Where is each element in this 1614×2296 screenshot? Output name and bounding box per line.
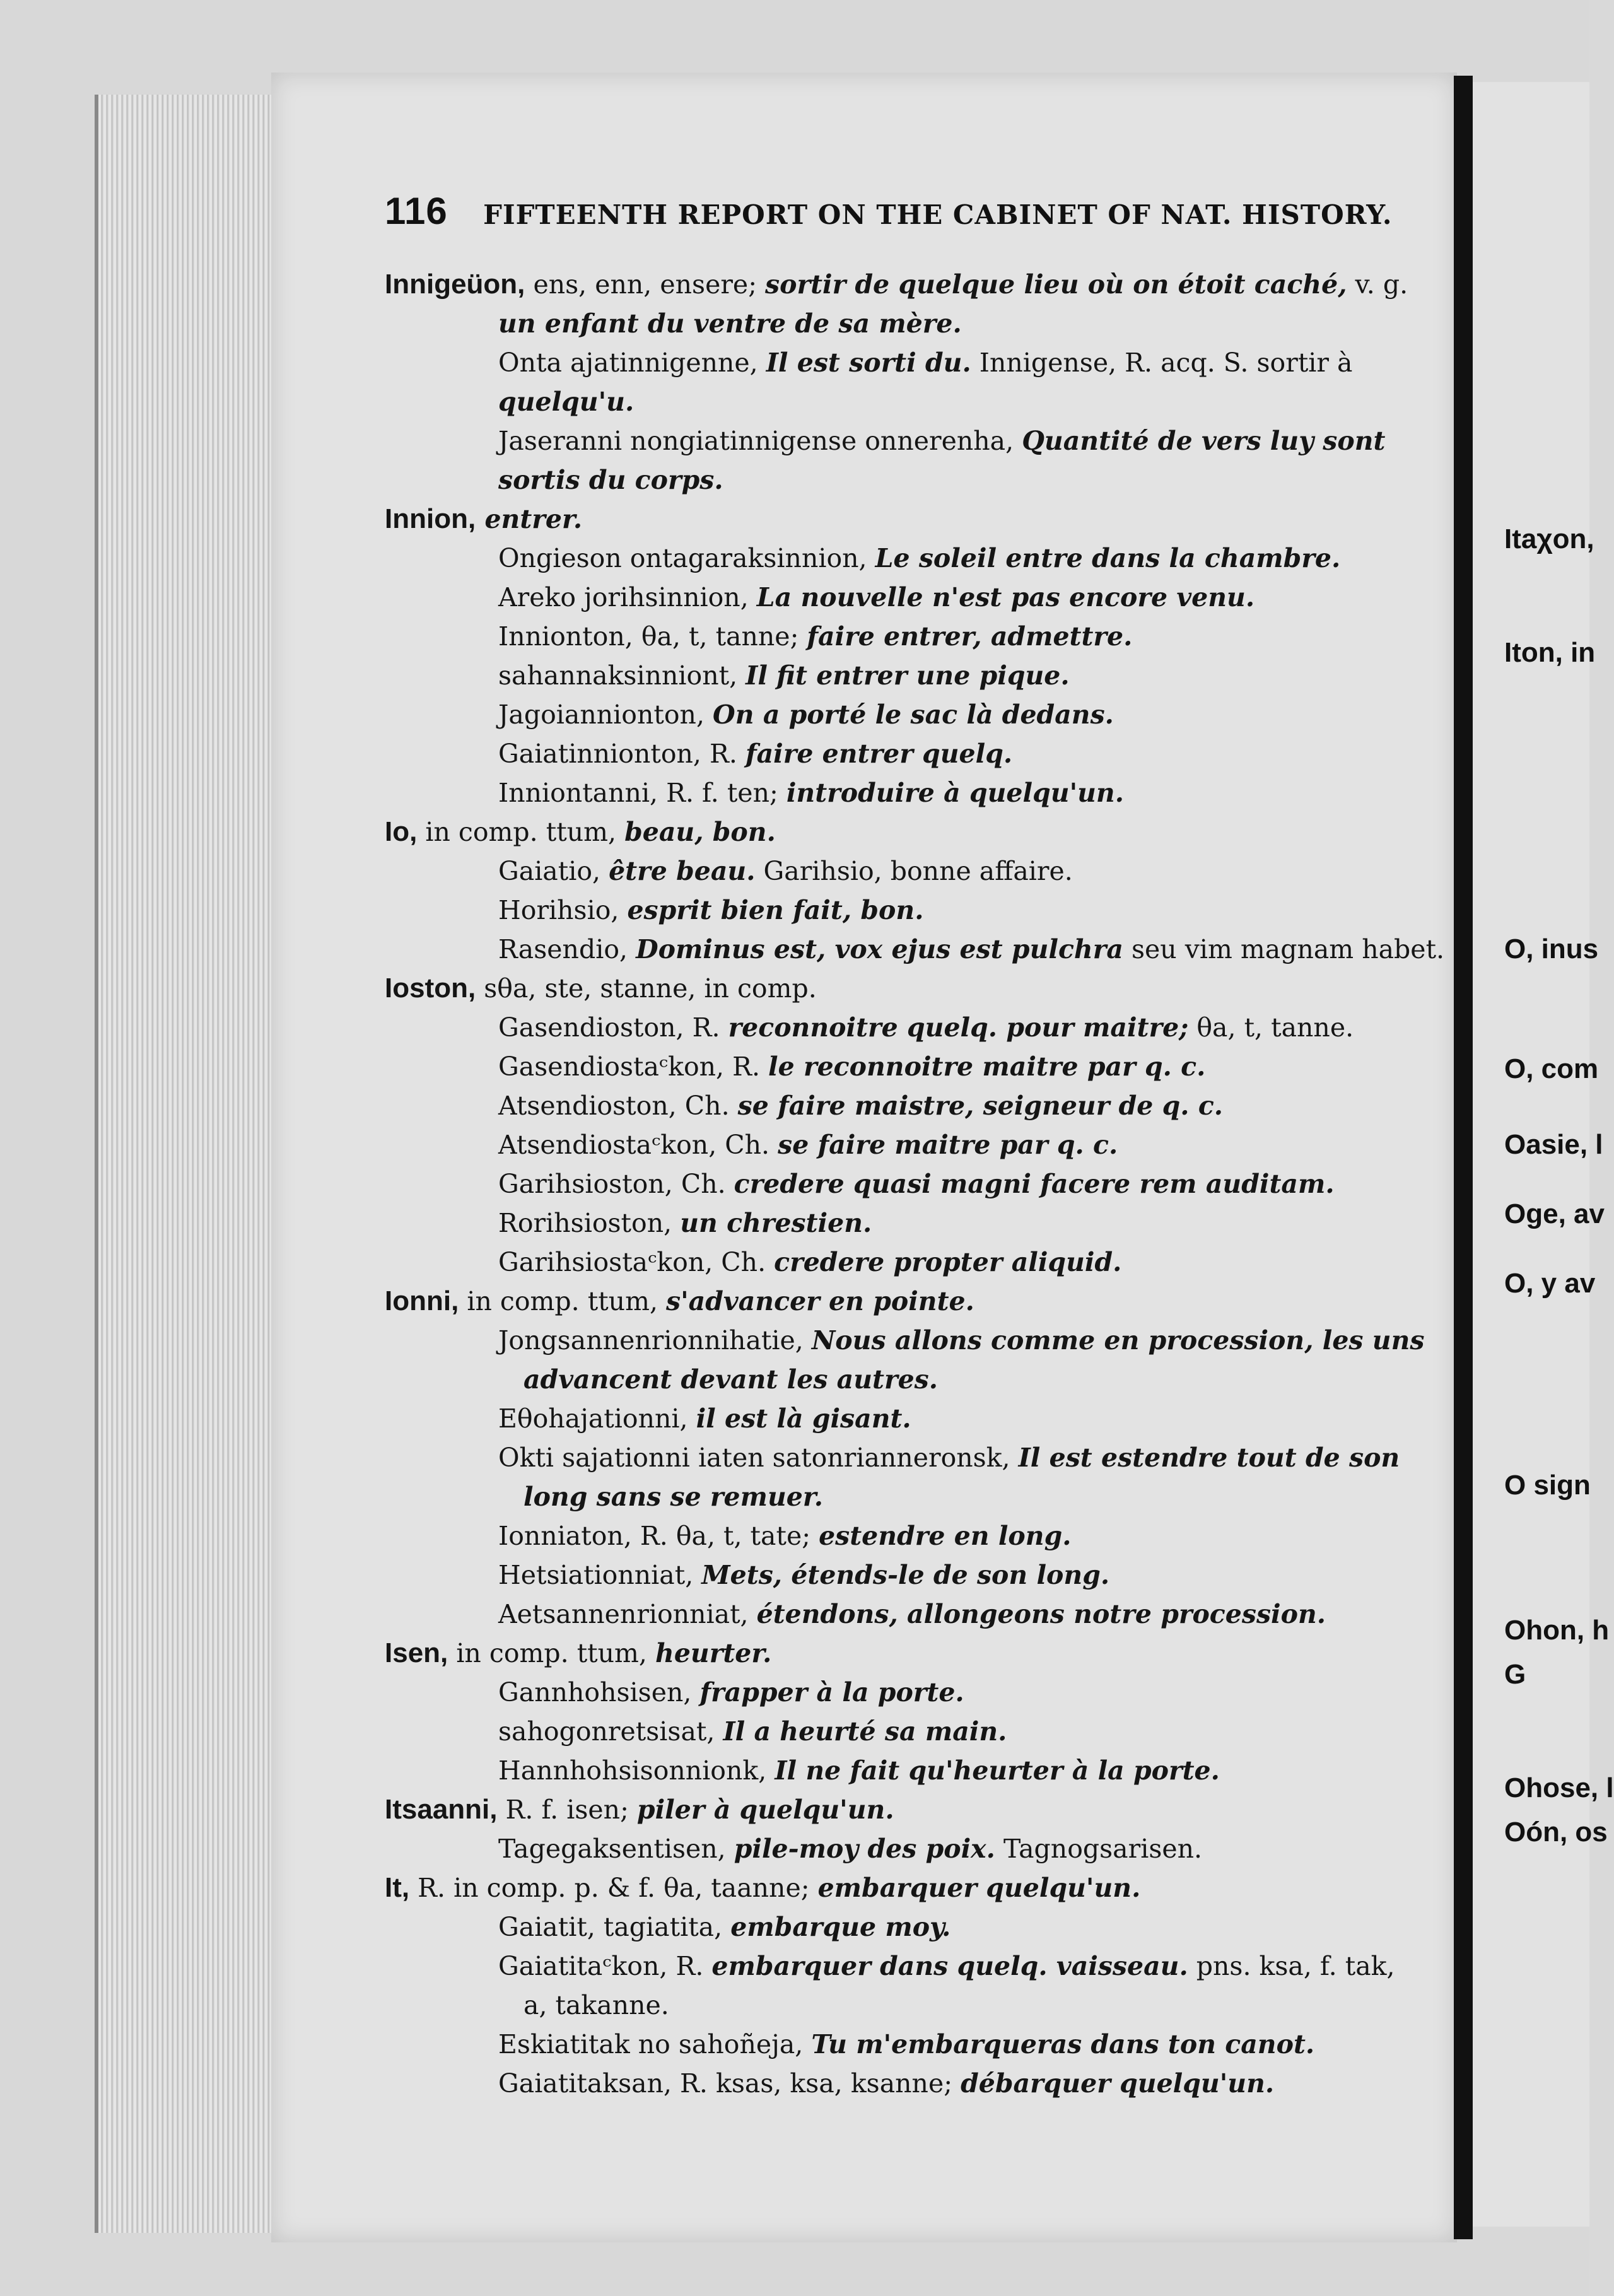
- translation-text: Nous allons comme en procession, les uns: [811, 1325, 1425, 1356]
- entry-tail: v. g.: [1347, 269, 1408, 300]
- translation-text: Il est sorti du.: [766, 348, 971, 378]
- entry-line: [385, 617, 1425, 656]
- entry-line: [385, 852, 1425, 891]
- entry-text: Gaiatinnionton, R.: [498, 739, 746, 769]
- headword: Isen,: [385, 1637, 448, 1668]
- entry-line: [385, 1321, 1425, 1360]
- entry-text: Inniontanni, R. f. ten;: [498, 778, 787, 808]
- entry-tail: Innigense, R. acq. S. sortir à: [971, 348, 1353, 378]
- entry-line: [385, 695, 1425, 734]
- entry-text: Hetsiationniat,: [498, 1560, 702, 1590]
- headword-line: [385, 1282, 1425, 1321]
- translation-text: un enfant du ventre de sa mère.: [498, 308, 962, 339]
- entry-line: [385, 1673, 1425, 1712]
- translation-text: credere quasi magni facere rem auditam.: [734, 1169, 1335, 1199]
- facing-page-fragment: Oón, os: [1504, 1817, 1608, 1848]
- entry-text: Jaseranni nongiatinnigense onnerenha,: [498, 426, 1022, 456]
- entry-tail: Tagnogsarisen.: [995, 1834, 1203, 1864]
- translation-text: quelqu'u.: [498, 387, 634, 417]
- translation-text: étendons, allongeons notre procession.: [756, 1599, 1326, 1629]
- entry-text: Garihsiostaᶜkon, Ch.: [498, 1247, 775, 1277]
- entry-text: Aetsannenrionniat,: [498, 1599, 757, 1629]
- entry-text: Rorihsioston,: [498, 1208, 681, 1238]
- translation-text: Le soleil entre dans la chambre.: [875, 543, 1341, 573]
- entry-text: Atsendioston, Ch.: [498, 1091, 738, 1121]
- entry-line: [385, 1516, 1425, 1555]
- entry-text: Horihsio,: [498, 895, 628, 925]
- entry-line: [385, 656, 1425, 695]
- entry-line: [385, 1477, 1425, 1516]
- entry-text: Jagoiannionton,: [498, 700, 713, 730]
- entry-line: [385, 1204, 1425, 1243]
- headword: Itsaanni,: [385, 1794, 498, 1825]
- facing-page-fragment: O, com: [1504, 1053, 1599, 1084]
- running-title: FIFTEENTH REPORT ON THE CABINET OF NAT. HISTORY.: [483, 199, 1393, 230]
- entry-line: [385, 343, 1425, 382]
- entry-line: [385, 773, 1425, 812]
- entry-line: [385, 1008, 1425, 1047]
- entry-tail: pns. ksa, f. tak,: [1188, 1951, 1395, 1981]
- entry-line: [385, 2064, 1425, 2103]
- entry-line: [385, 930, 1445, 969]
- translation-text: Mets, étends-le de son long.: [701, 1560, 1110, 1590]
- translation-text: un chrestien.: [680, 1208, 872, 1238]
- translation-text: piler à quelqu'un.: [636, 1795, 894, 1825]
- headword-line: [385, 265, 1425, 304]
- entry-text: in comp. ttum,: [448, 1638, 656, 1668]
- entry-text: Gaiatit, tagiatita,: [498, 1912, 731, 1942]
- entry-text: Rasendio,: [498, 934, 636, 964]
- translation-text: Dominus est, vox ejus est pulchra: [636, 934, 1123, 964]
- entry-line: [385, 1164, 1425, 1204]
- entry-line: [385, 304, 1425, 343]
- entry-text: in comp. ttum,: [417, 817, 625, 847]
- gutter-shadow: [1454, 76, 1473, 2239]
- entry-text: Garihsioston, Ch.: [498, 1169, 734, 1199]
- entry-line: [385, 891, 1425, 930]
- entry-text: Jongsannenrionnihatie,: [498, 1325, 812, 1356]
- entry-text: Gaiatio,: [498, 856, 609, 886]
- translation-text: s'advancer en pointe.: [666, 1286, 974, 1316]
- headword-line: [385, 969, 1425, 1008]
- entry-line: [385, 1438, 1425, 1477]
- entry-line: [385, 734, 1425, 773]
- entry-text: Gasendioston, R.: [498, 1012, 728, 1043]
- entry-tail: Garihsio, bonne affaire.: [755, 856, 1073, 886]
- headword-line: [385, 1634, 1425, 1673]
- entry-text: Gannhohsisen,: [498, 1677, 700, 1707]
- headword: Ioston,: [385, 973, 476, 1004]
- entry-line: [385, 1399, 1425, 1438]
- entry-line: [385, 421, 1425, 460]
- headword-line: [385, 812, 1425, 852]
- entry-line: [385, 1986, 1425, 2025]
- entry-text: sahannaksinniont,: [498, 660, 746, 691]
- entry-text: Gasendiostaᶜkon, R.: [498, 1051, 769, 1082]
- entry-line: [385, 539, 1425, 578]
- facing-page-fragment: O, inus: [1504, 934, 1599, 964]
- entry-tail: θa, t, tanne.: [1188, 1012, 1354, 1043]
- headword: Innion,: [385, 503, 476, 534]
- entry-text: Gaiatitaᶜkon, R.: [498, 1951, 712, 1981]
- facing-page-fragment: Itaχon,: [1504, 524, 1594, 554]
- translation-text: esprit bien fait, bon.: [627, 895, 924, 925]
- dictionary-entries: [385, 265, 1445, 2103]
- translation-text: beau, bon.: [624, 817, 776, 847]
- entry-text: Gaiatitaksan, R. ksas, ksa, ksanne;: [498, 2068, 961, 2099]
- facing-page: [1473, 82, 1614, 2227]
- entry-line: [385, 460, 1425, 500]
- entry-text: Onta ajatinnigenne,: [498, 348, 766, 378]
- entry-text: Innionton, θa, t, tanne;: [498, 621, 807, 652]
- entry-text: sahogonretsisat,: [498, 1716, 723, 1747]
- entry-line: [385, 1243, 1425, 1282]
- entry-line: [385, 1829, 1425, 1868]
- headword: Ionni,: [385, 1286, 459, 1316]
- translation-text: Il est estendre tout de son: [1018, 1443, 1400, 1473]
- entry-line: [385, 1125, 1425, 1164]
- entry-line: [385, 1947, 1425, 1986]
- entry-text: Areko jorihsinnion,: [498, 582, 757, 612]
- entry-line: [385, 1751, 1425, 1790]
- translation-text: Quantité de vers luy sont: [1022, 426, 1386, 456]
- facing-page-fragment: Ohose, l: [1504, 1772, 1614, 1803]
- translation-text: faire entrer, admettre.: [807, 621, 1133, 652]
- translation-text: sortis du corps.: [498, 465, 723, 495]
- translation-text: faire entrer quelq.: [745, 739, 1013, 769]
- translation-text: le reconnoitre maitre par q. c.: [768, 1051, 1206, 1082]
- entry-line: [385, 1555, 1425, 1595]
- translation-text: se faire maitre par q. c.: [778, 1130, 1118, 1160]
- entry-text: Eθohajationni,: [498, 1403, 696, 1434]
- entry-text: Tagegaksentisen,: [498, 1834, 734, 1864]
- page-header: [385, 189, 1393, 233]
- entry-text: Ionniaton, R. θa, t, tate;: [498, 1521, 819, 1551]
- headword-line: [385, 1790, 1425, 1829]
- facing-page-fragment: G: [1504, 1659, 1526, 1690]
- entry-text: Hannhohsisonnionk,: [498, 1755, 775, 1786]
- translation-text: se faire maistre, seigneur de q. c.: [737, 1091, 1224, 1121]
- facing-page-fragment: Oasie, l: [1504, 1129, 1603, 1160]
- translation-text: Il a heurté sa main.: [723, 1716, 1007, 1747]
- translation-text: long sans se remuer.: [523, 1482, 824, 1512]
- headword: Innigeüon,: [385, 269, 525, 300]
- entry-text: sθa, ste, stanne, in comp.: [476, 973, 817, 1004]
- translation-text: Tu m'embarqueras dans ton canot.: [811, 2029, 1315, 2059]
- translation-text: credere propter aliquid.: [774, 1247, 1122, 1277]
- facing-page-fragment: O, y av: [1504, 1268, 1596, 1299]
- translation-text: débarquer quelqu'un.: [961, 2068, 1275, 2099]
- entry-line: [385, 1712, 1425, 1751]
- translation-text: On a porté le sac là dedans.: [713, 700, 1114, 730]
- entry-line: [385, 578, 1425, 617]
- page-number: 116: [385, 190, 448, 232]
- translation-text: reconnoitre quelq. pour maitre;: [728, 1012, 1189, 1043]
- book-page-edges: [95, 95, 288, 2233]
- translation-text: estendre en long.: [819, 1521, 1072, 1551]
- entry-text: R. in comp. p. & f. θa, taanne;: [409, 1873, 818, 1903]
- translation-text: frapper à la porte.: [699, 1677, 964, 1707]
- translation-text: advancent devant les autres.: [523, 1364, 939, 1395]
- translation-text: La nouvelle n'est pas encore venu.: [756, 582, 1255, 612]
- facing-page-fragment: Oge, av: [1504, 1198, 1605, 1229]
- entry-text: Atsendiostaᶜkon, Ch.: [498, 1130, 778, 1160]
- entry-text: a, takanne.: [523, 1990, 669, 2020]
- headword-line: [385, 500, 1425, 539]
- translation-text: Il fit entrer une pique.: [746, 660, 1070, 691]
- translation-text: embarque moy.: [730, 1912, 951, 1942]
- entry-line: [385, 1360, 1425, 1399]
- entry-line: [385, 382, 1425, 421]
- entry-line: [385, 2025, 1425, 2064]
- entry-text: ens, enn, ensere;: [525, 269, 766, 300]
- facing-page-fragment: Iton, in: [1504, 637, 1596, 668]
- translation-text: embarquer dans quelq. vaisseau.: [711, 1951, 1188, 1981]
- entry-text: Okti sajationni iaten satonriannеronsk,: [498, 1443, 1019, 1473]
- entry-text: R. f. isen;: [497, 1795, 637, 1825]
- facing-page-fragment: O sign: [1504, 1470, 1591, 1501]
- headword-line: [385, 1868, 1425, 1907]
- translation-text: être beau.: [609, 856, 756, 886]
- headword: Io,: [385, 816, 418, 847]
- translation-text: introduire à quelqu'un.: [786, 778, 1125, 808]
- translation-text: heurter.: [655, 1638, 772, 1668]
- entry-tail: seu vim magnam habet.: [1123, 934, 1445, 964]
- entry-text: in comp. ttum,: [459, 1286, 667, 1316]
- entry-text: Ongieson ontagaraksinnion,: [498, 543, 875, 573]
- translation-text: Il ne fait qu'heurter à la porte.: [775, 1755, 1220, 1786]
- translation-text: il est là gisant.: [696, 1403, 911, 1434]
- facing-page-fragment: Ohon, h: [1504, 1615, 1610, 1646]
- entry-line: [385, 1047, 1425, 1086]
- translation-text: embarquer quelqu'un.: [817, 1873, 1141, 1903]
- headword: It,: [385, 1872, 410, 1903]
- entry-line: [385, 1595, 1425, 1634]
- translation-text: pile-moy des poix.: [734, 1834, 995, 1864]
- entry-text: Eskiatitak no sahoñeja,: [498, 2029, 812, 2059]
- entry-line: [385, 1086, 1425, 1125]
- translation-text: entrer.: [476, 504, 583, 534]
- translation-text: sortir de quelque lieu où on étoit caché,: [765, 269, 1347, 300]
- entry-line: [385, 1907, 1425, 1947]
